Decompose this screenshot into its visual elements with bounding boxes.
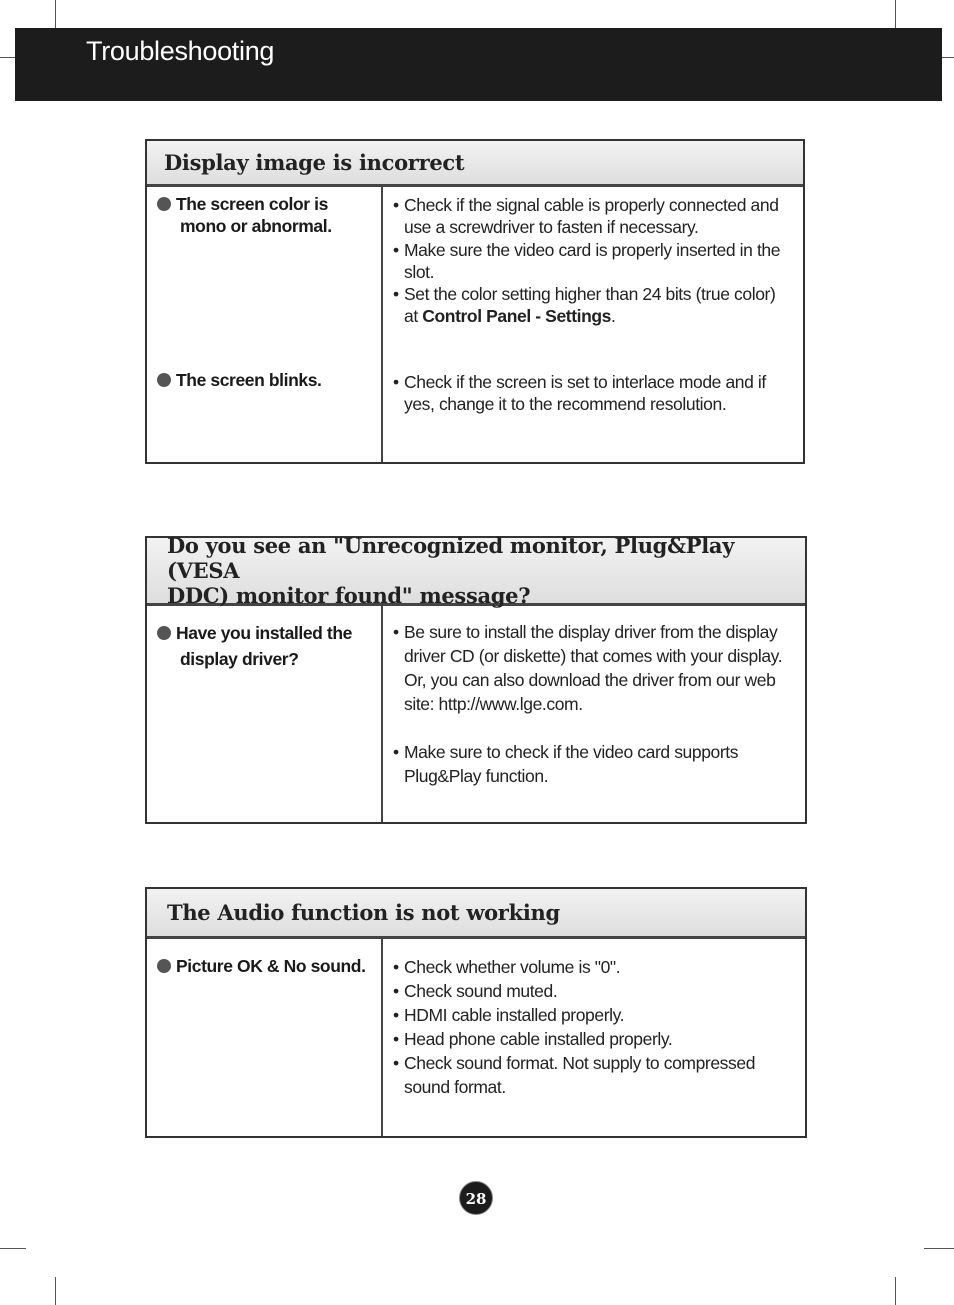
solution-item: • HDMI cable installed properly. <box>393 1003 793 1027</box>
section-header <box>147 889 805 939</box>
symptom-item: Picture OK & No sound. <box>157 955 366 977</box>
solution-column <box>383 606 805 822</box>
crop-mark <box>895 1277 896 1305</box>
solution-list <box>393 194 788 328</box>
solution-item: • Check sound muted. <box>393 979 793 1003</box>
crop-mark <box>55 0 56 28</box>
solution-item: • Set the color setting higher than 24 bits (true color) at Control Panel - Settings. <box>393 283 788 328</box>
symptom-column <box>147 606 383 822</box>
solution-item: • Check if the screen is set to interlace mode and if yes, change it to the recommend resolution. <box>393 371 778 415</box>
symptom-column <box>147 187 383 462</box>
solution-column <box>383 187 803 462</box>
symptom-item: The screen color is mono or abnormal. <box>157 193 332 237</box>
bullet-icon <box>157 959 171 973</box>
section-unrecognized-monitor <box>145 533 807 824</box>
solution-item: • Check whether volume is "0". <box>393 955 793 979</box>
solution-item: • Check sound format. Not supply to compressed sound format. <box>393 1051 793 1099</box>
symptom-column <box>147 939 383 1136</box>
solution-item: • Be sure to install the display driver from the display driver CD (or diskette) that comes with your display. Or, you can also download the driver from our web site: http://www.lge.com. <box>393 620 788 716</box>
crop-mark <box>0 57 15 58</box>
solution-item: • Head phone cable installed properly. <box>393 1027 793 1051</box>
page-number: 28 <box>459 1181 493 1215</box>
solution-item: • Make sure to check if the video card supports Plug&Play function. <box>393 740 788 788</box>
solution-item: • Check if the signal cable is properly connected and use a screwdriver to fasten if necessary. <box>393 194 788 239</box>
solution-list <box>393 955 793 1099</box>
solution-item: • Make sure the video card is properly inserted in the slot. <box>393 239 788 284</box>
section-body <box>147 939 805 1136</box>
bullet-icon <box>157 373 171 387</box>
section-display-image <box>145 139 805 464</box>
symptom-item: The screen blinks. <box>157 369 322 391</box>
bullet-icon <box>157 197 171 211</box>
section-audio <box>145 887 807 1138</box>
symptom-item: Have you installed the display driver? <box>157 620 352 672</box>
solution-list <box>393 371 778 415</box>
section-header <box>147 533 805 608</box>
section-body <box>147 187 803 462</box>
crop-mark <box>895 0 896 28</box>
section-title: The Audio function is not working <box>167 900 560 925</box>
crop-mark <box>942 57 954 58</box>
crop-mark <box>55 1277 56 1305</box>
bullet-icon <box>157 626 171 640</box>
section-header <box>147 141 803 187</box>
solution-list <box>393 620 788 788</box>
section-body <box>147 606 805 822</box>
solution-column <box>383 939 805 1136</box>
page-title: Troubleshooting <box>86 36 275 66</box>
crop-mark <box>924 1248 954 1249</box>
crop-mark <box>0 1248 26 1249</box>
section-title: Do you see an "Unrecognized monitor, Plug&Play (VESA DDC) monitor found" message? <box>167 533 735 608</box>
section-title: Display image is incorrect <box>164 150 465 175</box>
